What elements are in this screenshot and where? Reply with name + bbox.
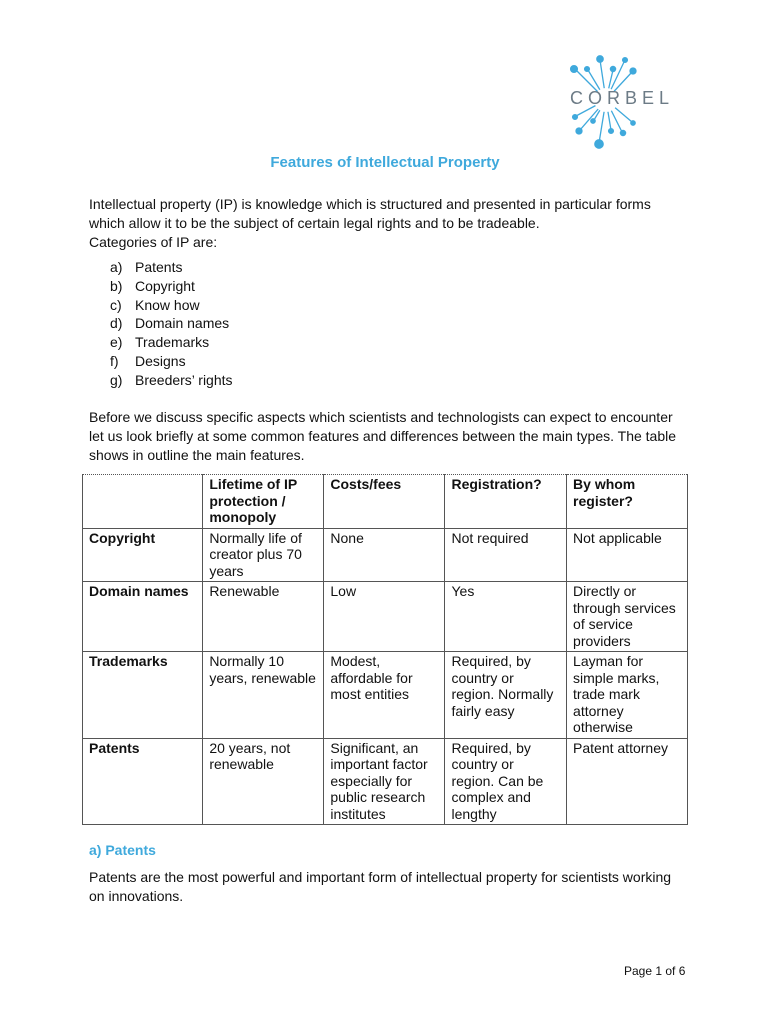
- page-title: Features of Intellectual Property: [270, 154, 500, 171]
- list-item: [89, 258, 233, 277]
- list-label: Domain names: [135, 315, 230, 332]
- table-cell: 20 years, not renewable: [203, 738, 324, 825]
- header-cell: By whom register?: [567, 475, 688, 529]
- table-cell: Significant, an important factor especially for public research institutes: [324, 738, 445, 825]
- list-label: Trademarks: [135, 334, 210, 351]
- intro-line: Categories of IP are:: [89, 234, 218, 250]
- row-label: Domain names: [83, 582, 203, 652]
- list-marker: b): [110, 277, 123, 294]
- header-cell: [83, 475, 203, 529]
- list-marker: d): [110, 315, 123, 332]
- list-marker: a): [110, 259, 123, 275]
- row-label: Trademarks: [83, 652, 203, 739]
- table-row: [83, 582, 688, 652]
- ip-features-table: [82, 474, 688, 825]
- table-cell: Required, by country or region. Normally fairly easy: [445, 652, 567, 739]
- table-cell: Required, by country or region. Can be complex and lengthy: [445, 738, 567, 825]
- table-cell: Renewable: [203, 582, 324, 652]
- before-line: Before we discuss specific aspects which scientists and technologists can expect to encounter: [89, 409, 673, 425]
- patents-paragraph: [89, 868, 681, 906]
- table-cell: Low: [324, 582, 445, 652]
- row-label: Patents: [83, 738, 203, 825]
- table-cell: None: [324, 528, 445, 582]
- list-item: [89, 314, 233, 333]
- table-cell: Normally 10 years, renewable: [203, 652, 324, 739]
- table-cell: Layman for simple marks, trade mark attorney otherwise: [567, 652, 688, 739]
- list-marker: f): [110, 352, 119, 369]
- list-label: Designs: [135, 352, 186, 369]
- list-marker: g): [110, 371, 123, 388]
- header-cell: Lifetime of IP protection / monopoly: [203, 475, 324, 529]
- list-marker: e): [110, 334, 123, 351]
- intro-line: which allow it to be the subject of certain legal rights and to be tradeable.: [89, 215, 540, 231]
- table-header-row: [83, 475, 688, 529]
- table-cell: Modest, affordable for most entities: [324, 652, 445, 739]
- intro-paragraph: [89, 195, 681, 252]
- list-item: [89, 371, 233, 390]
- table-cell: Patent attorney: [567, 738, 688, 825]
- table-cell: Not applicable: [567, 528, 688, 582]
- before-line: shows in outline the main features.: [89, 447, 305, 463]
- table-cell: Not required: [445, 528, 567, 582]
- page-number: Page 1 of 6: [624, 964, 686, 978]
- list-label: Patents: [135, 259, 183, 275]
- list-marker: c): [110, 296, 122, 313]
- list-label: Breeders’ rights: [135, 371, 233, 388]
- row-label: Copyright: [83, 528, 203, 582]
- patents-line: on innovations.: [89, 888, 184, 904]
- section-heading-patents: a) Patents: [89, 842, 156, 858]
- table-cell: Normally life of creator plus 70 years: [203, 528, 324, 582]
- patents-line: Patents are the most powerful and important form of intellectual property for scientists working: [89, 869, 672, 885]
- corbel-logo: [566, 50, 678, 150]
- ip-categories-list: [89, 258, 233, 390]
- logo-wordmark: CORBEL: [569, 88, 675, 108]
- table-row: [83, 738, 688, 825]
- list-item: [89, 296, 233, 315]
- list-label: Know how: [135, 296, 200, 313]
- before-paragraph: [89, 408, 681, 465]
- before-line: let us look briefly at some common features and differences between the main types. The table: [89, 428, 677, 444]
- table-cell: Directly or through services of service providers: [567, 582, 688, 652]
- header-cell: Costs/fees: [324, 475, 445, 529]
- list-item: [89, 333, 233, 352]
- list-item: [89, 352, 233, 371]
- table-cell: Yes: [445, 582, 567, 652]
- header-cell: Registration?: [445, 475, 567, 529]
- table-row: [83, 528, 688, 582]
- table-row: [83, 652, 688, 739]
- intro-line: Intellectual property (IP) is knowledge which is structured and presented in particular forms: [89, 196, 651, 212]
- list-label: Copyright: [135, 277, 195, 294]
- list-item: [89, 277, 233, 296]
